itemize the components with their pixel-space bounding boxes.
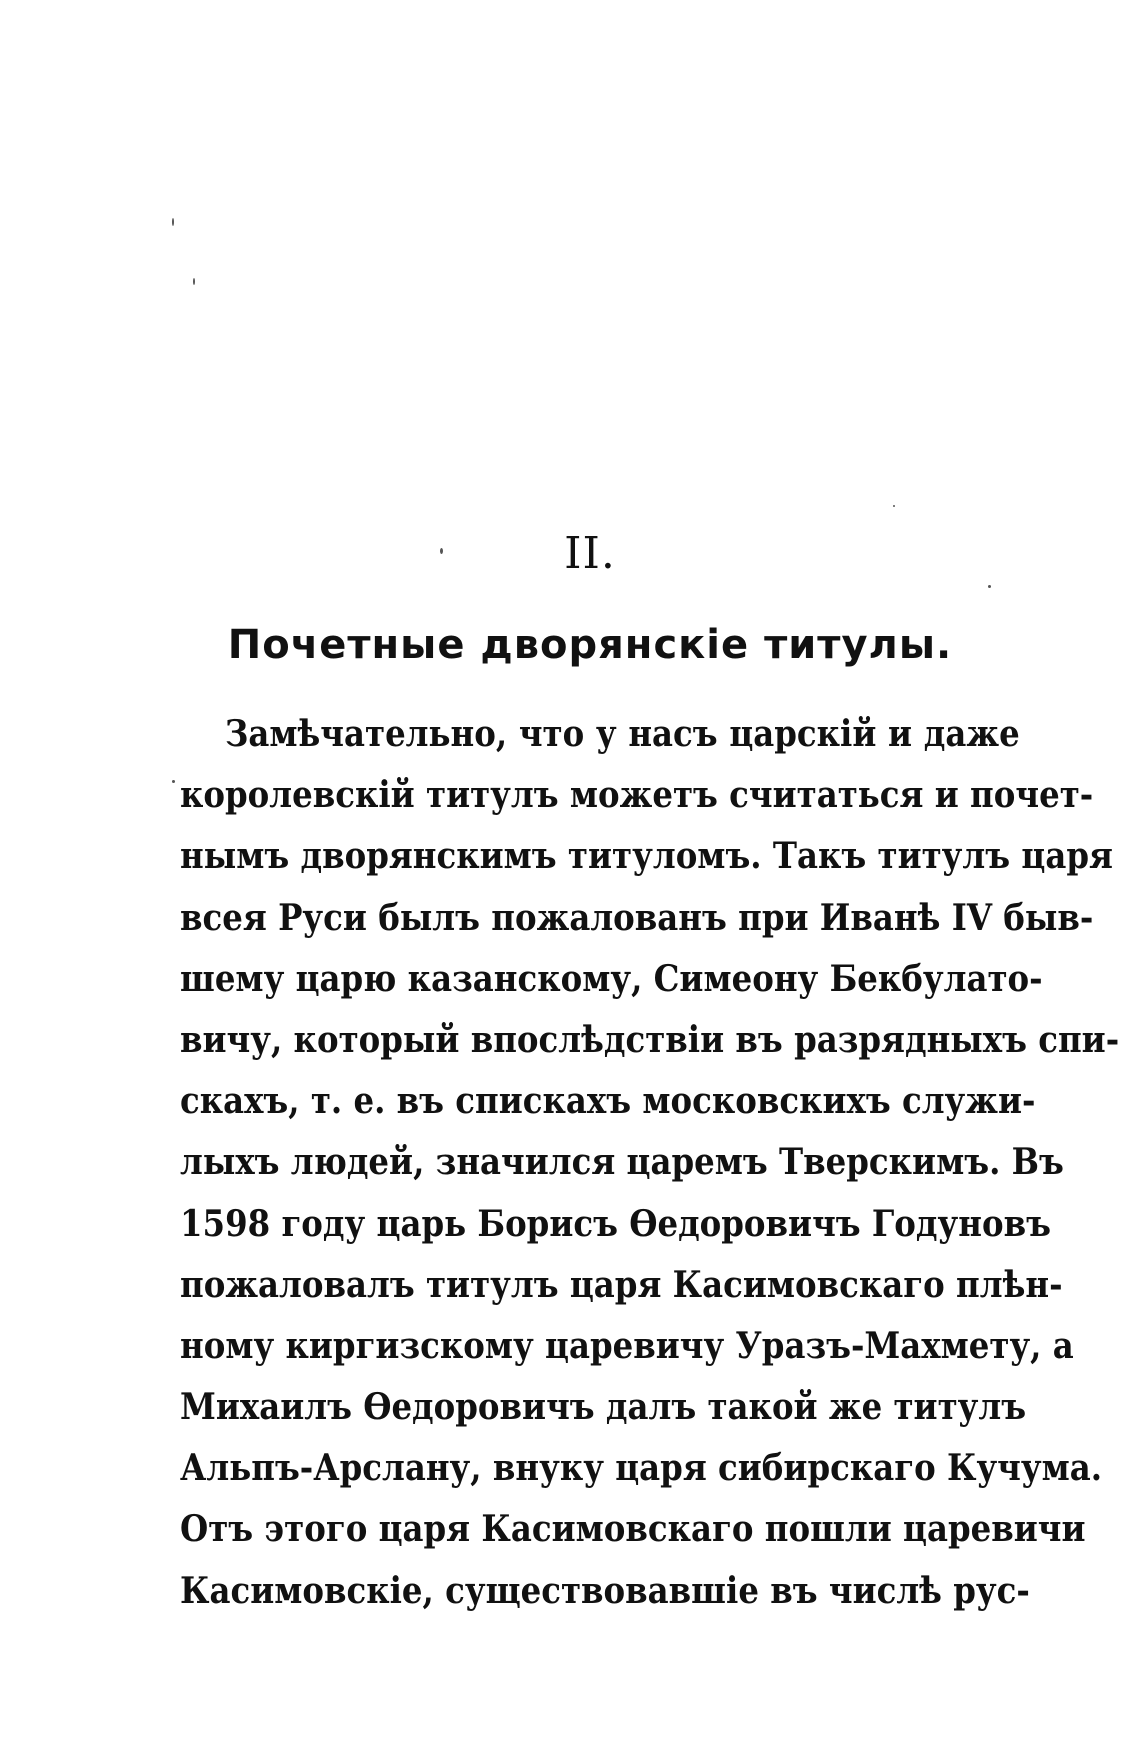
text-line: Отъ этого царя Касимовскаго пошли царевичи (180, 1508, 1086, 1551)
scan-speck (893, 505, 895, 507)
text-line: ному киргизскому царевичу Уразъ-Махмету, а (180, 1324, 1074, 1367)
scan-speck (172, 218, 174, 226)
chapter-number: II. (564, 528, 616, 579)
text-line: королевскій титулъ можетъ считаться и почет- (180, 774, 1094, 817)
text-line: лыхъ людей, значился царемъ Тверскимъ. Въ (180, 1141, 1064, 1184)
text-line: 1598 году царь Борисъ Ѳедоровичъ Годуновъ (180, 1202, 1051, 1245)
text-line: нымъ дворянскимъ титуломъ. Такъ титулъ царя (180, 835, 1113, 878)
chapter-title: Почетные дворянскіе титулы. (227, 622, 953, 668)
text-line: пожаловалъ титулъ царя Касимовскаго плѣн- (180, 1263, 1063, 1306)
text-line: вичу, который впослѣдствіи въ разрядныхъ спи- (180, 1018, 1120, 1061)
text-line: Касимовскіе, существовавшіе въ числѣ рус- (180, 1569, 1030, 1612)
text-line: шему царю казанскому, Симеону Бекбулато- (180, 957, 1043, 1000)
scan-speck (988, 585, 991, 588)
scan-speck (172, 780, 175, 783)
text-line: Замѣчательно, что у насъ царскій и даже (225, 713, 1020, 755)
text-line: Альпъ-Арслану, внуку царя сибирскаго Кучума. (180, 1447, 1103, 1490)
scan-speck (193, 278, 195, 285)
text-line: всея Руси былъ пожалованъ при Иванѣ IV быв- (180, 896, 1094, 939)
text-line: скахъ, т. е. въ спискахъ московскихъ служи- (180, 1080, 1036, 1123)
body-text (180, 704, 1120, 1622)
text-line: Михаилъ Ѳедоровичъ далъ такой же титулъ (180, 1386, 1027, 1429)
